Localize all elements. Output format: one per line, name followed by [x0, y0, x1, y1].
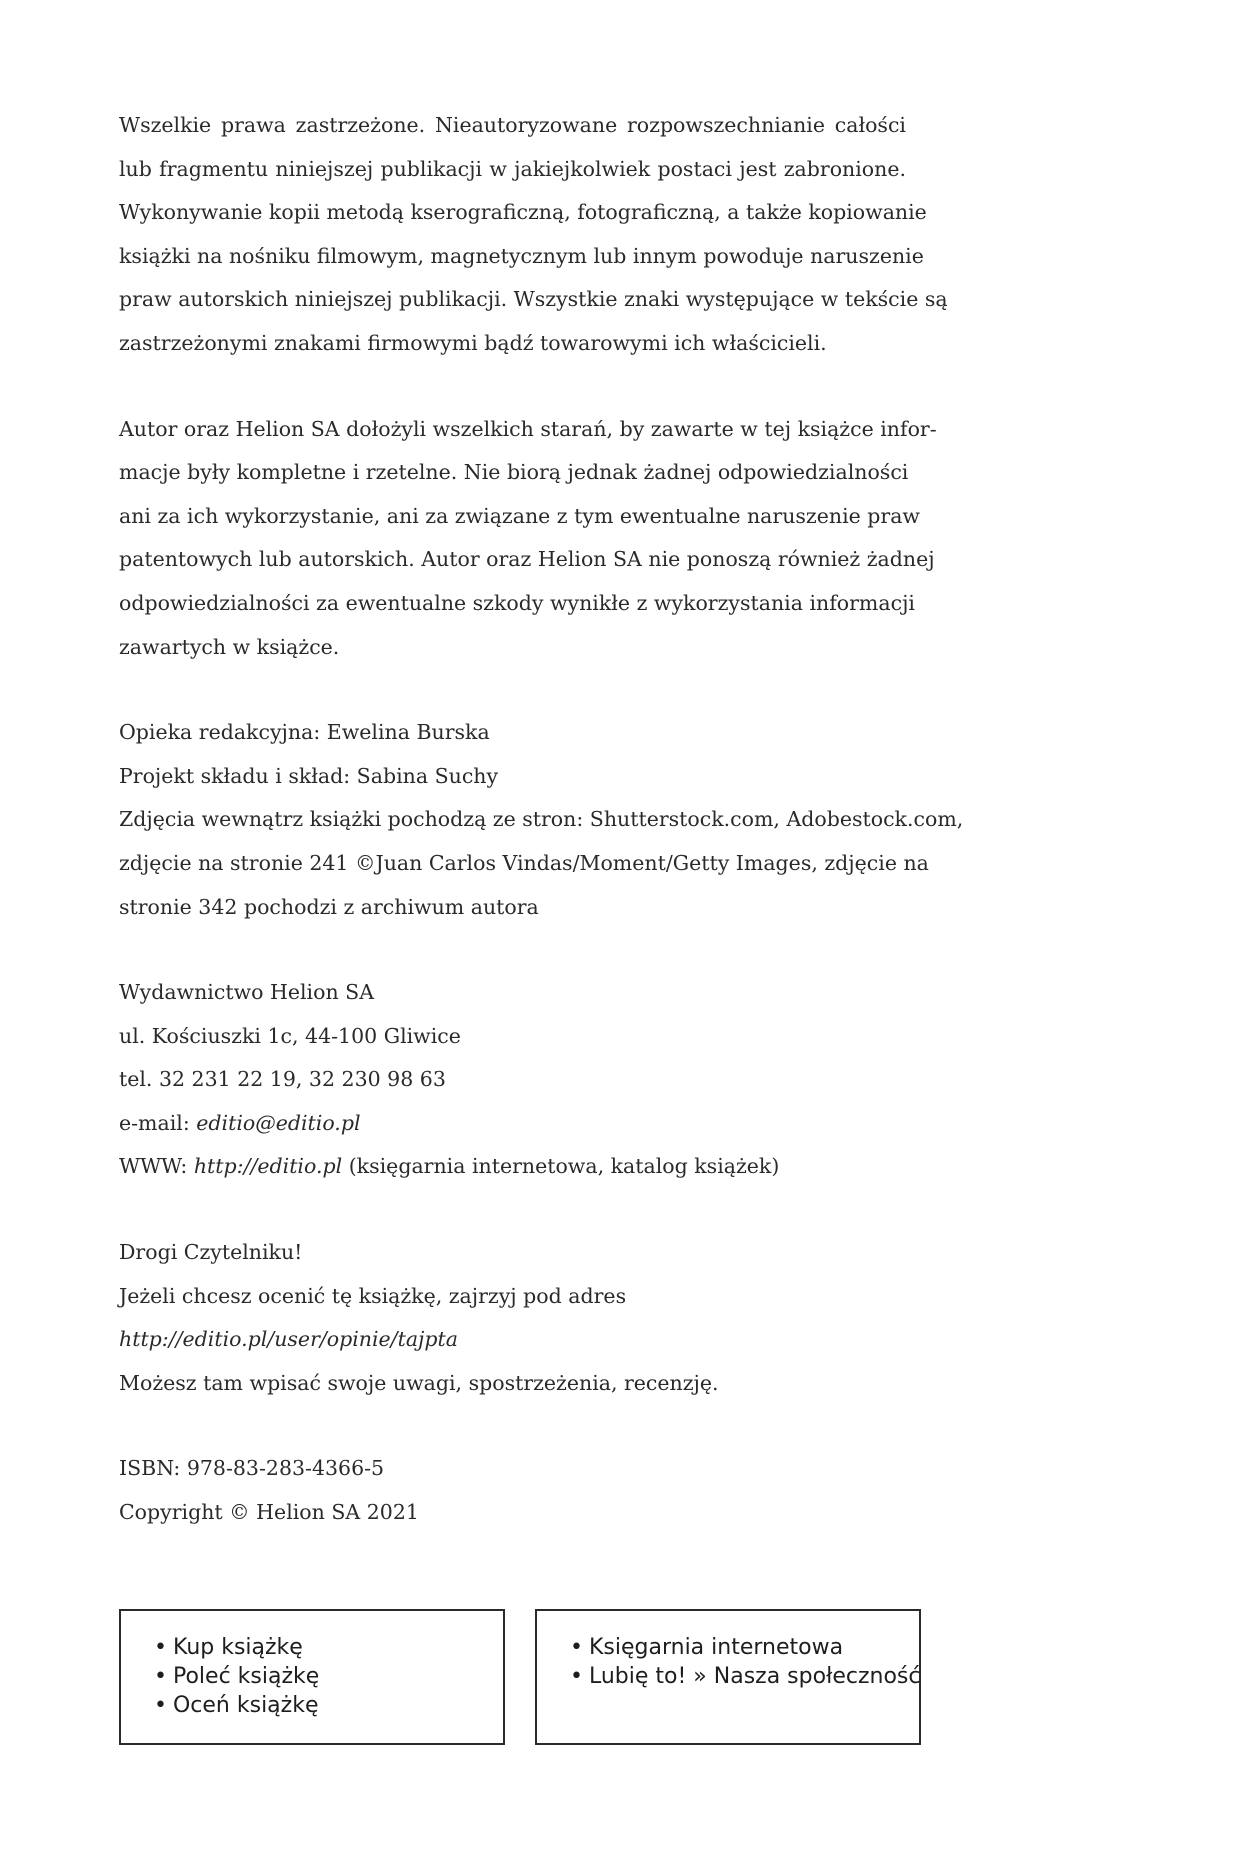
community-box: [535, 1609, 921, 1745]
rights-line: lub fragmentu niniejszej publikacji w jakiejkolwiek postaci jest zabronione.: [119, 156, 906, 181]
recommend-book-label: Poleć książkę: [172, 1664, 320, 1689]
isbn: ISBN: 978-83-283-4366-5: [119, 1456, 385, 1481]
link-boxes: [119, 1609, 926, 1747]
book-actions-list: [154, 1633, 319, 1720]
reader-prompt: Jeżeli chcesz ocenić tę książkę, zajrzyj pod adres: [119, 1283, 627, 1308]
rights-line: praw autorskich niniejszej publikacji. Wszystkie znaki występujące w tekście są: [119, 287, 948, 312]
bullet-icon: •: [570, 1635, 583, 1660]
buy-book-label: Kup książkę: [172, 1635, 303, 1660]
bullet-icon: •: [570, 1664, 583, 1689]
www-label: WWW:: [119, 1154, 194, 1179]
reader-greeting: Drogi Czytelniku!: [119, 1240, 303, 1265]
rate-book-link[interactable]: [154, 1691, 319, 1720]
community-label: Lubię to! » Nasza społeczność: [588, 1664, 921, 1689]
rate-book-label: Oceń książkę: [172, 1693, 319, 1718]
online-bookstore-link[interactable]: [570, 1633, 920, 1662]
copyright-page: [119, 104, 964, 1535]
disclaimer-line: patentowych lub autorskich. Autor oraz Helion SA nie ponoszą również żadnej: [119, 547, 935, 572]
rights-line: zastrzeżonymi znakami firmowymi bądź towarowymi ich właścicieli.: [119, 330, 827, 355]
bullet-icon: •: [154, 1693, 167, 1718]
publisher-name: Wydawnictwo Helion SA: [119, 980, 375, 1005]
buy-book-link[interactable]: [154, 1633, 319, 1662]
layout-credit: Projekt składu i skład: Sabina Suchy: [119, 763, 499, 788]
credits-block: [119, 711, 964, 929]
rights-paragraph: [119, 104, 948, 366]
copyright-notice: Copyright © Helion SA 2021: [119, 1500, 419, 1525]
community-list: [570, 1633, 920, 1691]
publisher-www-row: [119, 1145, 906, 1189]
publisher-email-row: [119, 1102, 906, 1146]
online-bookstore-label: Księgarnia internetowa: [588, 1635, 844, 1660]
bullet-icon: •: [154, 1635, 167, 1660]
rights-line: Wykonywanie kopii metodą kserograficzną, fotograficzną, a także kopiowanie: [119, 200, 927, 225]
publisher-phone: tel. 32 231 22 19, 32 230 98 63: [119, 1067, 446, 1092]
reader-block: [119, 1231, 906, 1405]
disclaimer-line: zawartych w książce.: [119, 634, 340, 659]
disclaimer-line: ani za ich wykorzystanie, ani za związane z tym ewentualne naruszenie praw: [119, 503, 920, 528]
email-link[interactable]: editio@editio.pl: [196, 1110, 361, 1135]
www-link[interactable]: http://editio.pl: [193, 1154, 343, 1179]
community-link[interactable]: [570, 1662, 920, 1691]
disclaimer-line: macje były kompletne i rzetelne. Nie biorą jednak żadnej odpowiedzialności: [119, 460, 909, 485]
disclaimer-paragraph: [119, 408, 937, 670]
photo-credit: zdjęcie na stronie 241 ©Juan Carlos Vindas/Moment/Getty Images, zdjęcie na: [119, 850, 929, 875]
rights-line: książki na nośniku filmowym, magnetycznym lub innym powoduje naruszenie: [119, 243, 924, 268]
book-info-block: [119, 1447, 906, 1534]
www-note: (księgarnia internetowa, katalog książek): [342, 1154, 780, 1179]
rights-line: Wszelkie prawa zastrzeżone. Nieautoryzowane rozpowszechnianie całości: [119, 113, 906, 137]
publisher-address: ul. Kościuszki 1c, 44-100 Gliwice: [119, 1023, 461, 1048]
recommend-book-link[interactable]: [154, 1662, 319, 1691]
disclaimer-line: odpowiedzialności za ewentualne szkody wynikłe z wykorzystania informacji: [119, 590, 915, 615]
opinion-link[interactable]: http://editio.pl/user/opinie/tajpta: [119, 1327, 458, 1352]
reader-invite: Możesz tam wpisać swoje uwagi, spostrzeżenia, recenzję.: [119, 1370, 719, 1395]
publisher-block: [119, 971, 906, 1189]
photo-credit: Zdjęcia wewnątrz książki pochodzą ze stron: Shutterstock.com, Adobestock.com,: [119, 807, 964, 832]
disclaimer-line: Autor oraz Helion SA dołożyli wszelkich starań, by zawarte w tej książce infor-: [119, 416, 937, 441]
photo-credit: stronie 342 pochodzi z archiwum autora: [119, 894, 539, 919]
editor-credit: Opieka redakcyjna: Ewelina Burska: [119, 720, 490, 745]
email-label: e-mail:: [119, 1110, 197, 1135]
book-actions-box: [119, 1609, 505, 1745]
bullet-icon: •: [154, 1664, 167, 1689]
